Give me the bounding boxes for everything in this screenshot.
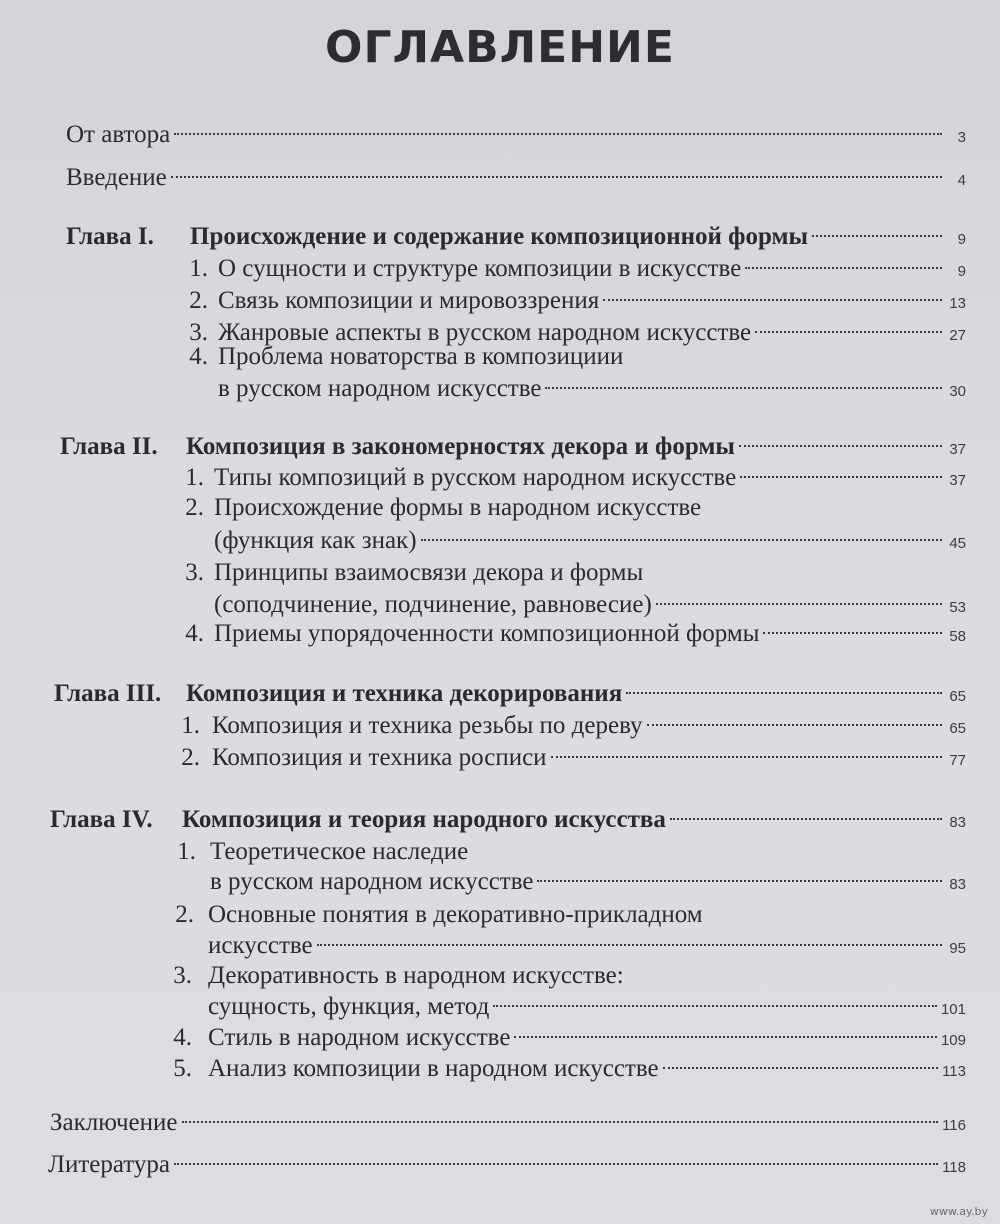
dot-leader [663, 1067, 938, 1069]
dot-leader [755, 331, 942, 333]
toc-item [0, 835, 1000, 869]
dot-leader [551, 756, 942, 758]
item-text: Теоретическое наследие [210, 838, 469, 865]
dot-leader [763, 632, 942, 634]
chapter-title: Композиция в закономерностях декора и формы [186, 433, 735, 460]
item-number: 3. [189, 319, 208, 346]
dot-leader [421, 539, 942, 541]
toc-item [0, 340, 1000, 374]
page-number: 9 [957, 231, 966, 248]
chapter-title: Происхождение и содержание композиционной формы [190, 223, 809, 250]
toc-item-continued [0, 929, 1000, 963]
chapter-title: Композиция и теория народного искусства [182, 806, 666, 833]
toc-item-continued [0, 524, 1000, 558]
item-text: О сущности и структуре композиции в искусстве [218, 255, 742, 282]
item-number: 4. [189, 343, 208, 370]
page-number: 3 [957, 129, 966, 146]
toc-item [0, 741, 1000, 775]
toc-item [0, 461, 1000, 495]
page-number: 65 [949, 688, 966, 705]
page-title: ОГЛАВЛЕНИЕ [325, 22, 675, 73]
page-number: 118 [942, 1159, 966, 1176]
dot-leader [174, 1163, 938, 1165]
entry-text: Введение [66, 164, 167, 191]
toc-item [0, 252, 1000, 286]
toc-item [0, 959, 1000, 993]
item-text: Анализ композиции в народном искусстве [208, 1055, 659, 1082]
page-number: 83 [949, 814, 966, 831]
dot-leader [670, 818, 942, 820]
page-number: 9 [957, 263, 966, 280]
toc-item-continued [0, 865, 1000, 899]
dot-leader [174, 133, 942, 135]
page-number: 77 [949, 752, 966, 769]
dot-leader [812, 235, 942, 237]
item-number: 5. [173, 1055, 192, 1082]
toc-item [0, 709, 1000, 743]
chapter-label: Глава I. [66, 223, 154, 250]
toc-item-continued [0, 372, 1000, 406]
chapter-heading-2 [0, 430, 1000, 464]
dot-leader [656, 603, 942, 605]
chapter-heading-3 [0, 677, 1000, 711]
item-text: (соподчинение, подчинение, равновесие) [214, 591, 652, 618]
page-number: 37 [949, 472, 966, 489]
dot-leader [493, 1005, 937, 1007]
toc-item [0, 491, 1000, 525]
item-text: (функция как знак) [214, 527, 417, 554]
chapter-label: Глава III. [54, 680, 162, 707]
chapter-title: Композиция и техника декорирования [186, 680, 623, 707]
item-text: Основные понятия в декоративно-прикладном [208, 901, 703, 928]
item-number: 2. [175, 901, 194, 928]
item-number: 3. [173, 962, 192, 989]
toc-item-continued [0, 990, 1000, 1024]
page-number: 113 [942, 1063, 966, 1080]
toc-item [0, 284, 1000, 318]
toc-entry-literature [0, 1148, 1000, 1182]
chapter-label: Глава IV. [50, 806, 153, 833]
entry-text: Литература [48, 1151, 170, 1178]
item-text: Связь композиции и мировоззрения [218, 287, 600, 314]
page-number: 101 [940, 1001, 966, 1018]
item-number: 2. [185, 494, 204, 521]
item-text: искусстве [208, 932, 313, 959]
item-text: Жанровые аспекты в русском народном искусстве [218, 319, 752, 346]
chapter-heading-4 [0, 803, 1000, 837]
dot-leader [626, 692, 942, 694]
page-number: 37 [949, 441, 966, 458]
page-number: 58 [949, 628, 966, 645]
item-number: 1. [181, 712, 200, 739]
item-number: 1. [185, 464, 204, 491]
page-number: 53 [949, 599, 966, 616]
toc-item [0, 617, 1000, 651]
page-number: 116 [942, 1117, 966, 1134]
entry-text: Заключение [50, 1109, 178, 1136]
item-text: Стиль в народном искусстве [208, 1024, 511, 1051]
item-text: Типы композиций в русском народном искусстве [214, 464, 737, 491]
chapter-heading-1 [0, 220, 1000, 254]
item-number: 2. [181, 744, 200, 771]
page-number: 27 [949, 327, 966, 344]
chapter-label: Глава II. [60, 433, 158, 460]
page-number: 30 [949, 383, 966, 400]
page-number: 4 [957, 172, 966, 189]
item-text: Проблема новаторства в композициии [218, 343, 624, 370]
item-text: Композиция и техника резьбы по дереву [212, 712, 643, 739]
dot-leader [317, 944, 942, 946]
toc-item [0, 1021, 1000, 1055]
item-number: 4. [185, 620, 204, 647]
dot-leader [537, 880, 942, 882]
watermark-text: www.ay.by [929, 1205, 988, 1218]
dot-leader [740, 476, 942, 478]
dot-leader [745, 267, 942, 269]
toc-entry-conclusion [0, 1106, 1000, 1140]
page-number: 65 [949, 720, 966, 737]
item-text: Принципы взаимосвязи декора и формы [214, 559, 644, 586]
dot-leader [739, 445, 942, 447]
entry-text: От автора [66, 121, 171, 148]
item-text: Композиция и техника росписи [212, 744, 547, 771]
page-number: 95 [949, 940, 966, 957]
toc-item [0, 1052, 1000, 1086]
item-text: Происхождение формы в народном искусстве [214, 494, 702, 521]
item-number: 2. [189, 287, 208, 314]
page-number: 13 [949, 295, 966, 312]
item-text: Приемы упорядоченности композиционной формы [214, 620, 760, 647]
dot-leader [647, 724, 942, 726]
item-number: 3. [185, 559, 204, 586]
dot-leader [514, 1036, 937, 1038]
item-number: 1. [177, 838, 196, 865]
dot-leader [171, 176, 942, 178]
page-number: 45 [949, 535, 966, 552]
toc-entry-introduction [0, 161, 1000, 195]
toc-item [0, 898, 1000, 932]
item-number: 4. [173, 1024, 192, 1051]
dot-leader [182, 1121, 939, 1123]
toc-item [0, 556, 1000, 590]
item-text: Декоративность в народном искусстве: [208, 962, 624, 989]
item-text: сущность, функция, метод [208, 993, 490, 1020]
page-number: 83 [949, 876, 966, 893]
item-number: 1. [189, 255, 208, 282]
toc-entry-from-author [0, 118, 1000, 152]
item-text: в русском народном искусстве [218, 375, 542, 402]
dot-leader [545, 387, 942, 389]
page-number: 109 [940, 1032, 966, 1049]
dot-leader [603, 299, 942, 301]
item-text: в русском народном искусстве [210, 868, 534, 895]
